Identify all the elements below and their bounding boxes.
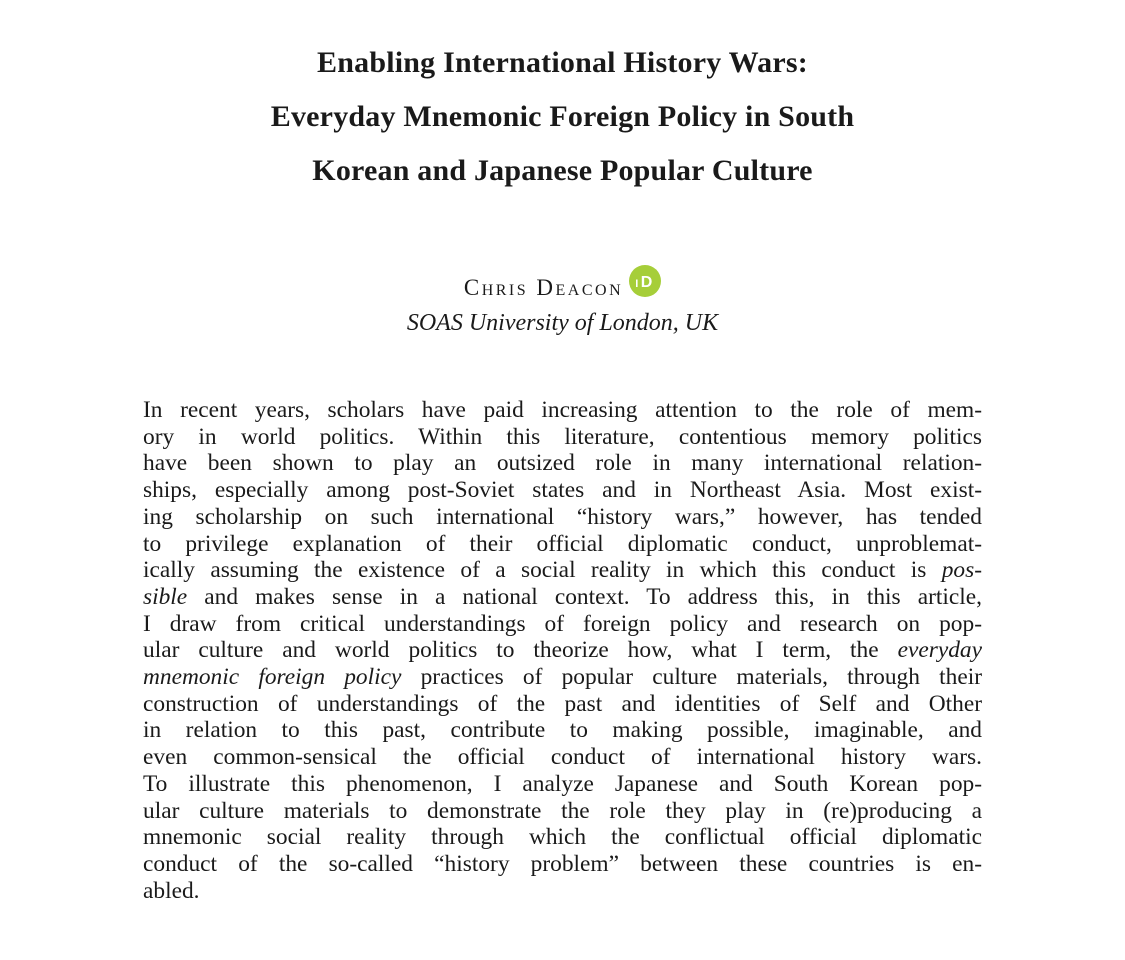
abstract-line: have been shown to play an outsized role in many international relation- <box>143 450 982 477</box>
abstract-line: conduct of the so-called “history problem” between these countries is en- <box>143 850 982 877</box>
abstract-line: To illustrate this phenomenon, I analyze Japanese and South Korean pop- <box>143 770 982 797</box>
abstract-line <box>143 557 982 584</box>
abstract-line: construction of understandings of the past and identities of Self and Other <box>143 690 982 717</box>
orcid-icon[interactable] <box>629 265 661 297</box>
abstract-line <box>143 664 982 691</box>
author-affiliation: SOAS University of London, UK <box>406 310 719 336</box>
author-name: Chris Deacon <box>463 275 624 300</box>
abstract-line: ular culture materials to demonstrate the role they play in (re)producing a <box>143 797 982 824</box>
abstract-line: ing scholarship on such international “history wars,” however, has tended <box>143 503 982 530</box>
abstract-line: In recent years, scholars have paid increasing attention to the role of mem- <box>143 397 982 423</box>
abstract-text: ular culture and world politics to theorize how, what I term, the <box>143 637 898 664</box>
title-line-1: Enabling International History Wars: <box>317 46 808 79</box>
abstract-line: I draw from critical understandings of foreign policy and research on pop- <box>143 610 982 637</box>
abstract-emphasis: pos- <box>941 557 982 584</box>
abstract-emphasis: sible <box>143 583 188 610</box>
abstract-line <box>143 584 982 611</box>
author-block <box>0 272 1125 340</box>
abstract <box>143 397 982 904</box>
abstract-line: ory in world politics. Within this literature, contentious memory politics <box>143 423 982 450</box>
abstract-line: abled. <box>143 877 200 904</box>
abstract-line: to privilege explanation of their official diplomatic conduct, unproblemat- <box>143 530 982 557</box>
abstract-line: in relation to this past, contribute to making possible, imaginable, and <box>143 717 982 744</box>
article-title <box>0 36 1125 198</box>
abstract-line: mnemonic social reality through which the conflictual official diplomatic <box>143 824 982 851</box>
abstract-line: ships, especially among post-Soviet states and in Northeast Asia. Most exist- <box>143 477 982 504</box>
abstract-line <box>143 637 982 664</box>
abstract-text: ically assuming the existence of a social reality in which this conduct is <box>143 557 942 584</box>
abstract-text: practices of popular culture materials, through their <box>401 664 982 691</box>
title-line-2: Everyday Mnemonic Foreign Policy in South <box>270 100 855 133</box>
abstract-emphasis: mnemonic foreign policy <box>143 664 402 691</box>
author-line <box>464 272 661 304</box>
abstract-line: even common-sensical the official conduct of international history wars. <box>143 744 982 771</box>
orcid-badge-text: iD <box>635 274 655 291</box>
abstract-emphasis: everyday <box>897 637 982 664</box>
abstract-text: and makes sense in a national context. To address this, in this article, <box>187 583 982 610</box>
title-line-3: Korean and Japanese Popular Culture <box>312 154 813 187</box>
